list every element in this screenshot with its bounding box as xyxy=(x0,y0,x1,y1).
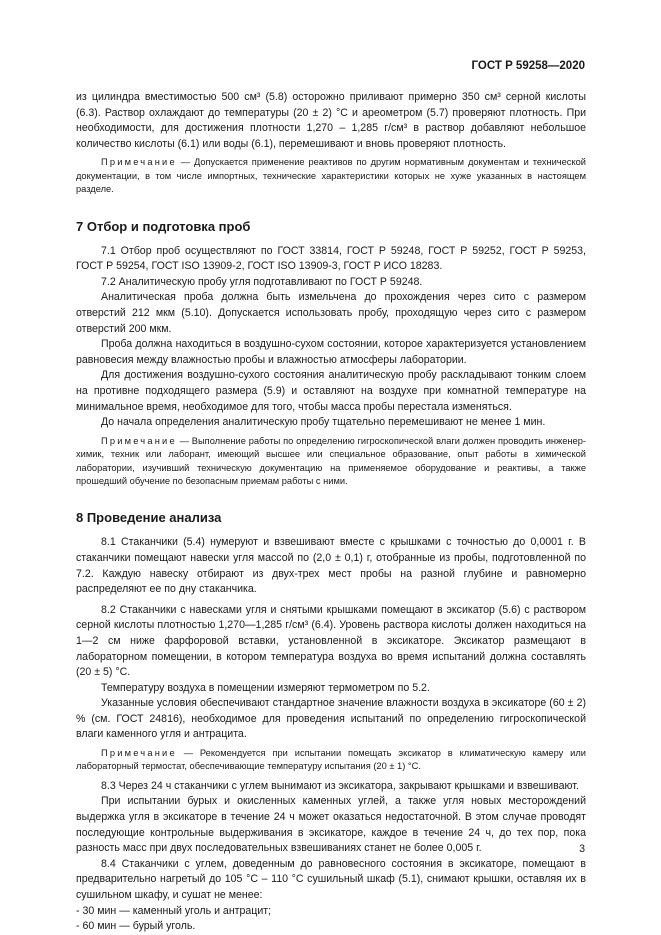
section-8-paragraph-6: При испытании бурых и окисленных каменных углей, а также угля новых месторождений выдержка угля в эксикаторе в течение 24 ч может оказаться недостаточной. В этом случае проводят последующие контрольные выдерживания в эксикаторе, каждое в течение 24 ч, до тех пор, пока разность масс при двух последовательных взвешиваниях станет не более 0,005 г. xyxy=(76,795,586,855)
note-text: — Допускается применение реактивов по другим нормативным документам и технической документации, в том числе импортных, технические характеристики которых не хуже указанных в настоящем разделе. xyxy=(76,157,586,195)
note-text: — Рекомендуется при испытании помещать эксикатор в климатическую камеру или лабораторный термостат, обеспечивающие температуру испытания (20 ± 1) °С. xyxy=(76,748,586,772)
section-7-paragraph-6: До начала определения аналитическую пробу тщательно перемешивают не менее 1 мин. xyxy=(101,416,546,429)
section-8-paragraph-4: Указанные условия обеспечивают стандартное значение влажности воздуха в эксикаторе (60 ± 2) % (см. ГОСТ 24816), необходимое для проведения испытаний по определению гигроскопической влаги каменного угля и антрацита. xyxy=(76,697,586,741)
section-7-heading: 7 Отбор и подготовка проб xyxy=(76,218,251,234)
document-code-header: ГОСТ Р 59258—2020 xyxy=(471,60,585,72)
note-label: Примечание xyxy=(101,748,177,759)
note-text: — Выполнение работы по определению гигроскопической влаги должен проводить инженер-химик, техник или лаборант, имеющий высшее или специальное образование, опыт работы в химической лаборатории, изучивший техническую документацию на применяемое оборудование и реактивы, а также прошедший обучение по безопасным приемам работы с ними. xyxy=(76,435,586,486)
section-7-paragraph-2: 7.2 Аналитическую пробу угля подготавливают по ГОСТ Р 59248. xyxy=(101,275,423,288)
section-8-note xyxy=(76,747,586,774)
section-8-heading: 8 Проведение анализа xyxy=(76,510,222,526)
list-item: - 30 мин — каменный уголь и антрацит; xyxy=(76,904,272,917)
section-8-paragraph-5: 8.3 Через 24 ч стаканчики с углем вынимают из эксикатора, закрывают крышками и взвешивают. xyxy=(101,779,579,792)
section-7-note xyxy=(76,435,586,489)
section-8-paragraph-3: Температуру воздуха в помещении измеряют термометром по 5.2. xyxy=(101,681,430,694)
drying-time-list xyxy=(76,904,586,935)
section-7-paragraph-5: Для достижения воздушно-сухого состояния аналитическую пробу раскладывают тонким слоем на противне подходящего размера (5.9) и оставляют на воздухе при комнатной температуре на минимальное время, необходимое для того, чтобы масса пробы перестала изменяться. xyxy=(76,369,586,413)
page-number: 3 xyxy=(579,843,585,855)
note-label: Примечание xyxy=(101,435,177,446)
section-8-paragraph-1: 8.1 Стаканчики (5.4) нумеруют и взвешивают вместе с крышками с точностью до 0,0001 г. В стаканчики помещают навески угля массой по (2,0 ± 0,1) г, отобранные из пробы, подготовленной по 7.2. Каждую навеску отбирают из двух-трех мест пробы на разной глубине и равномерно распределяют ее по дну стаканчика. xyxy=(76,536,586,596)
note-label: Примечание xyxy=(101,157,177,168)
section-7-paragraph-1: 7.1 Отбор проб осуществляют по ГОСТ 33814, ГОСТ Р 59248, ГОСТ Р 59252, ГОСТ Р 59253, ГОСТ Р 59254, ГОСТ ISO 13909-2, ГОСТ ISO 13909-3, ГОСТ Р ИСО 18283. xyxy=(76,244,586,273)
intro-note xyxy=(76,156,586,196)
document-body xyxy=(76,90,586,935)
intro-paragraph: из цилиндра вместимостью 500 см³ (5.8) осторожно приливают примерно 350 см³ серной кислоты (6.3). Раствор охлаждают до температуры (20 ± 2) °С и ареометром (5.7) проверяют плотность. При необходимости, для достижения плотности 1,270 – 1,285 г/см³ в раствор добавляют небольшое количество кислоты (6.1) или воды (6.1), перемешивают и вновь проверяют плотность. xyxy=(76,91,586,150)
section-7-paragraph-3: Аналитическая проба должна быть измельчена до прохождения через сито с размером отверстий 212 мкм (5.10). Допускается использовать пробу, проходящую через сито с размером отверстий 200 мкм. xyxy=(76,291,586,335)
section-8-paragraph-7: 8.4 Стаканчики с углем, доведенным до равновесного состояния в эксикаторе, помещают в предварительно нагретый до 105 °С – 110 °С сушильный шкаф (5.1), снимают крышки, оставляя их в сушильном шкафу, и сушат не менее: xyxy=(76,857,586,902)
list-item: - 60 мин — бурый уголь. xyxy=(76,920,196,933)
section-8-paragraph-2: 8.2 Стаканчики с навесками угля и снятыми крышками помещают в эксикатор (5.6) с раствором серной кислоты плотностью 1,270—1,285 г/см³ (6.4). Уровень раствора кислоты должен находиться на 1—2 см ниже фарфоровой вставки, установленной в эксикаторе. Эксикатор размещают в лабораторном помещении, в котором температура воздуха во время испытаний должна составлять (20 ± 5) °С. xyxy=(76,603,586,679)
section-7-paragraph-4: Проба должна находиться в воздушно-сухом состоянии, которое характеризуется установлением равновесия между влажностью пробы и влажностью атмосферы лаборатории. xyxy=(76,338,586,366)
